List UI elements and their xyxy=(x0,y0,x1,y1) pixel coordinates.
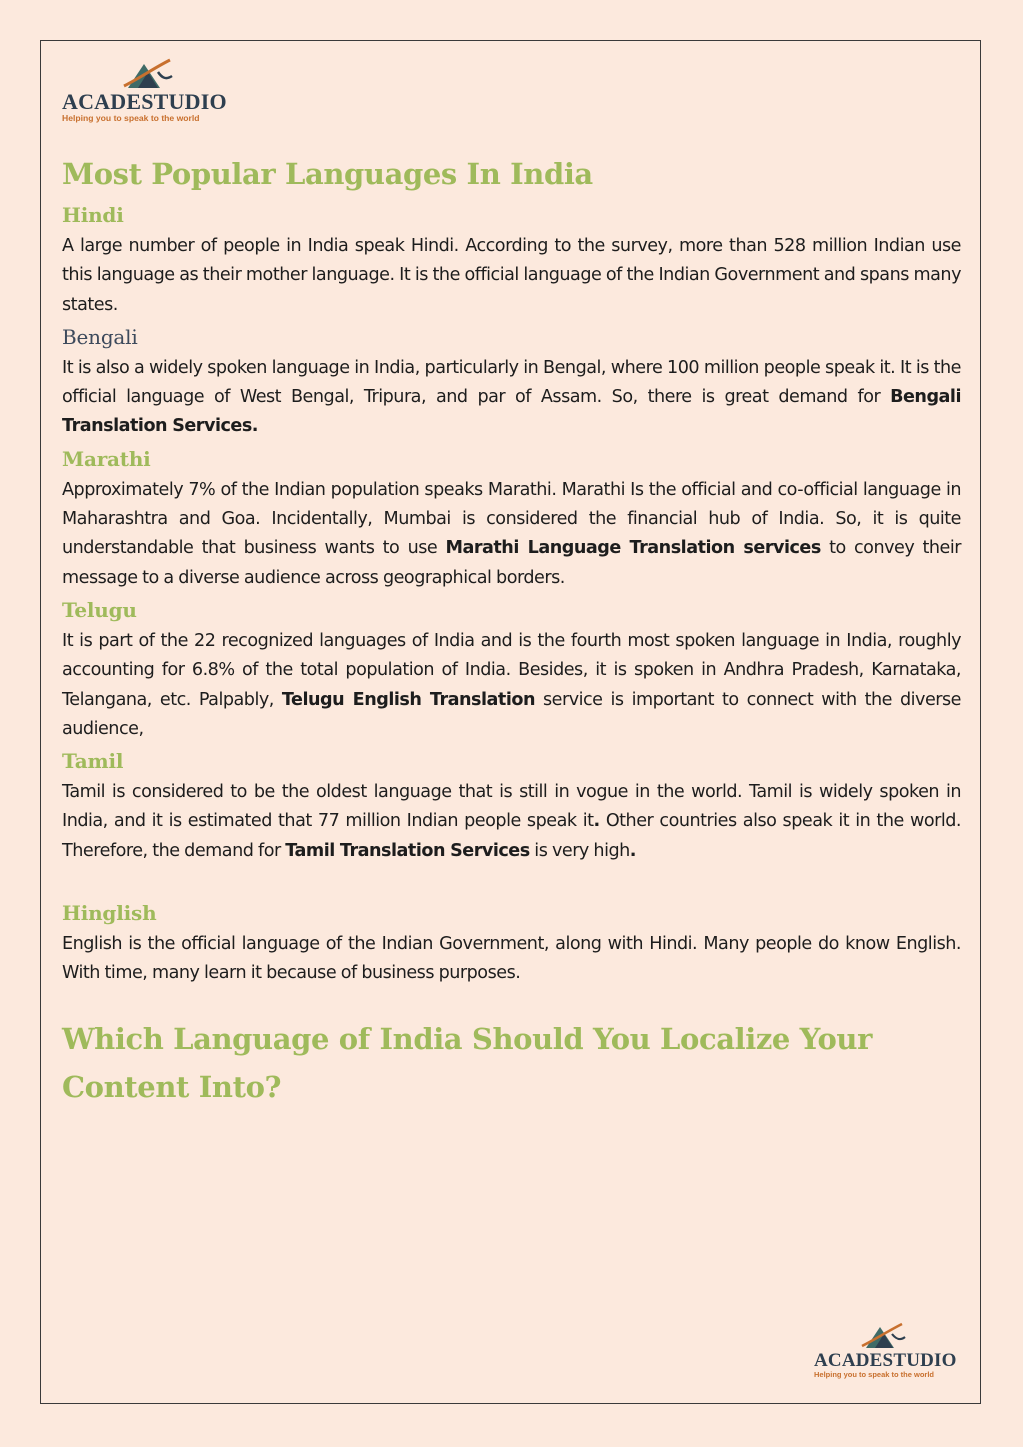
brand-tagline: Helping you to speak to the world xyxy=(62,113,200,123)
document-body xyxy=(62,150,961,1111)
tamil-service-text: Tamil Translation Services xyxy=(285,840,530,861)
brand-logo-bottom xyxy=(814,1322,964,1379)
section-paragraph-hindi: A large number of people in India speak Hindi. According to the survey, more than 528 million Indian use this language as their mother language. It is the official language of the Indian Government and spans many states. xyxy=(62,236,961,315)
section-heading-hindi: Hindi xyxy=(62,203,124,227)
brand-logo-top xyxy=(62,58,232,123)
section-paragraph-telugu: It is part of the 22 recognized languages of India and is the fourth most spoken language in India, roughly accounting for 6.8% of the total population of India. Besides, it is spoken in Andhra Pradesh, Karnataka, Telangana, etc. Palpably, Telugu English Translation service is important to connect with the diverse audience, xyxy=(62,630,962,739)
telugu-service-text: Telugu English Translation xyxy=(281,689,535,710)
section-paragraph-marathi: Approximately 7% of the Indian population speaks Marathi. Marathi Is the official and co-official language in Maharashtra and Goa. Incidentally, Mumbai is considered the financial hub of India. So, it is quite understandable that business wants to use Marathi Language Translation services to convey their message to a diverse audience across geographical borders. xyxy=(62,479,961,588)
marathi-service-text: Marathi Language Translation services xyxy=(445,538,821,559)
mountain-swoosh-icon xyxy=(62,58,232,90)
section-heading-bengali: Bengali xyxy=(62,324,138,349)
section-paragraph-tamil: Tamil is considered to be the oldest language that is still in vogue in the world. Tamil is widely spoken in India, and it is estimated that 77 million Indian people speak it. Other countries also speak it in the world. Therefore, the demand for Tamil Translation Services is very high. xyxy=(62,782,961,861)
brand-name: ACADESTUDIO xyxy=(62,89,227,114)
section-heading-tamil: Tamil xyxy=(62,749,124,774)
bengali-service-link-text: Bengali Translation Services. xyxy=(62,387,961,437)
page-title: Most Popular Languages In India xyxy=(62,157,593,191)
section-spacer xyxy=(62,866,961,896)
closing-heading: Which Language of India Should You Localize Your Content Into? xyxy=(62,1021,872,1104)
mountain-swoosh-icon xyxy=(814,1322,964,1350)
section-heading-marathi: Marathi xyxy=(62,446,151,471)
section-paragraph-bengali: It is also a widely spoken language in India, particularly in Bengal, where 100 million people speak it. It is the official language of West Bengal, Tripura, and par of Assam. So, there is great demand for Bengali Translation Services. xyxy=(62,357,961,437)
brand-name: ACADESTUDIO xyxy=(814,1350,957,1371)
section-heading-telugu: Telugu xyxy=(62,597,137,622)
brand-tagline: Helping you to speak to the world xyxy=(814,1370,935,1379)
section-paragraph-hinglish: English is the official language of the Indian Government, along with Hindi. Many people do know English. With time, many learn it because of business purposes. xyxy=(62,934,961,984)
section-heading-hinglish: Hinglish xyxy=(62,901,157,926)
